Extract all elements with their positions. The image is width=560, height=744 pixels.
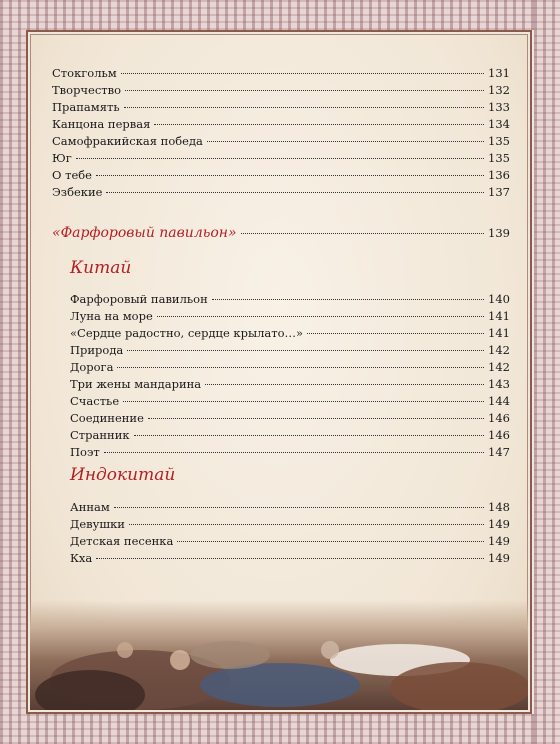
dot-leader [123, 401, 484, 402]
dot-leader [125, 90, 484, 91]
toc-entry [52, 66, 510, 82]
entry-title: Самофракийская победа [52, 134, 203, 148]
entry-title: Стокгольм [52, 66, 117, 80]
toc-entry [70, 517, 510, 533]
entry-page-number: 148 [488, 500, 510, 514]
toc-entry [70, 534, 510, 550]
entry-page-number: 135 [488, 134, 510, 148]
entry-title: Дорога [70, 360, 114, 374]
toc-entry [52, 100, 510, 116]
entry-page-number: 135 [488, 151, 510, 165]
entry-page-number: 140 [488, 292, 510, 306]
entry-page-number: 137 [488, 185, 510, 199]
toc-entry [70, 411, 510, 427]
dot-leader [127, 350, 484, 351]
entry-title: Три жены мандарина [70, 377, 202, 391]
dot-leader [207, 141, 484, 142]
toc-entry [70, 343, 510, 359]
toc-entry [70, 394, 510, 410]
dot-leader [96, 175, 484, 176]
entry-page-number: 141 [488, 309, 510, 323]
toc-entry [52, 117, 510, 133]
entry-page-number: 149 [488, 534, 510, 548]
entry-title: «Фарфоровый павильон» [52, 225, 237, 241]
entry-title: Фарфоровый павильон [70, 292, 208, 306]
dot-leader [129, 524, 484, 525]
entry-title: Кха [70, 551, 93, 565]
toc-entry [52, 185, 510, 201]
entry-page-number: 142 [488, 343, 510, 357]
decorative-painting [30, 600, 528, 710]
entry-page-number: 146 [488, 428, 510, 442]
dot-leader [177, 541, 484, 542]
dot-leader [241, 233, 484, 234]
entry-page-number: 142 [488, 360, 510, 374]
entry-page-number: 136 [488, 168, 510, 182]
entry-page-number: 149 [488, 517, 510, 531]
entry-page-number: 149 [488, 551, 510, 565]
dot-leader [106, 192, 484, 193]
entry-title: Эзбекие [52, 185, 103, 199]
sleeping-figures-illustration [30, 600, 528, 710]
ornamental-border-bottom [0, 714, 560, 744]
dot-leader [117, 367, 484, 368]
entry-title: Природа [70, 343, 124, 357]
dot-leader [148, 418, 484, 419]
dot-leader [96, 558, 484, 559]
ornamental-border-right [534, 0, 560, 744]
toc-entry [70, 326, 510, 342]
dot-leader [307, 333, 484, 334]
dot-leader [205, 384, 484, 385]
entry-page-number: 131 [488, 66, 510, 80]
toc-entry [70, 360, 510, 376]
toc-entry [52, 134, 510, 150]
entry-title: Канцона первая [52, 117, 151, 131]
ornamental-border-left [0, 0, 26, 744]
section-entry-porcelain-pavilion [52, 225, 510, 241]
entry-title: Аннам [70, 500, 110, 514]
entry-page-number: 141 [488, 326, 510, 340]
entry-title: Творчество [52, 83, 122, 97]
entry-title: Соединение [70, 411, 144, 425]
entry-title: Юг [52, 151, 72, 165]
entry-page-number: 146 [488, 411, 510, 425]
section-heading-china: Китай [70, 258, 132, 278]
entry-page-number: 132 [488, 83, 510, 97]
dot-leader [124, 107, 484, 108]
toc-entry [70, 292, 510, 308]
toc-entry [52, 168, 510, 184]
dot-leader [212, 299, 484, 300]
entry-title: Поэт [70, 445, 100, 459]
entry-title: О тебе [52, 168, 92, 182]
toc-entry [52, 151, 510, 167]
toc-entry [52, 83, 510, 99]
entry-page-number: 139 [488, 226, 510, 240]
entry-page-number: 134 [488, 117, 510, 131]
entry-title: Девушки [70, 517, 125, 531]
toc-entry [70, 428, 510, 444]
entry-page-number: 147 [488, 445, 510, 459]
toc-entry [70, 309, 510, 325]
toc-entry [70, 500, 510, 516]
entry-title: Странник [70, 428, 130, 442]
dot-leader [134, 435, 484, 436]
entry-page-number: 144 [488, 394, 510, 408]
dot-leader [157, 316, 484, 317]
entry-title: Детская песенка [70, 534, 174, 548]
toc-entry [70, 551, 510, 567]
toc-entry [70, 445, 510, 461]
entry-title: Прапамять [52, 100, 120, 114]
entry-page-number: 143 [488, 377, 510, 391]
entry-title: «Сердце радостно, сердце крылато…» [70, 326, 304, 340]
entry-title: Луна на море [70, 309, 153, 323]
entry-page-number: 133 [488, 100, 510, 114]
entry-title: Счастье [70, 394, 120, 408]
section-heading-indochina: Индокитай [70, 465, 176, 485]
ornamental-border-top [0, 0, 560, 30]
dot-leader [121, 73, 484, 74]
toc-entry [70, 377, 510, 393]
dot-leader [154, 124, 484, 125]
dot-leader [76, 158, 484, 159]
dot-leader [114, 507, 484, 508]
dot-leader [104, 452, 484, 453]
